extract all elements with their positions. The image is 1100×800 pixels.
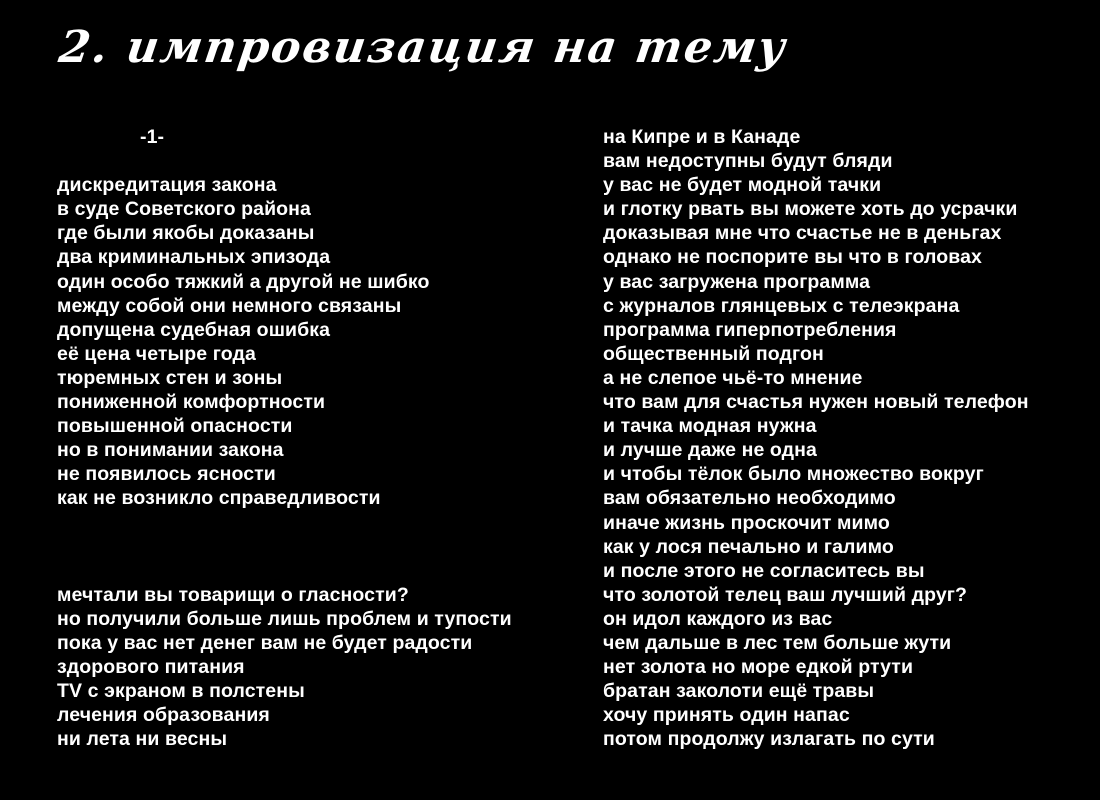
lyric-line: доказывая мне что счастье не в деньгах xyxy=(603,222,1002,245)
stanza-1 xyxy=(57,173,512,510)
section-marker: -1- xyxy=(140,126,165,148)
lyric-line: хочу принять один напас xyxy=(603,704,850,727)
lyric-line: лечения образования xyxy=(57,704,270,727)
stanza-2 xyxy=(57,583,512,752)
lyric-line: между собой они немного связаны xyxy=(57,294,402,317)
lyric-line: и тачка модная нужна xyxy=(603,415,817,438)
lyric-line: на Кипре и в Канаде xyxy=(603,126,801,148)
lyric-line: как у лося печально и галимо xyxy=(603,535,894,558)
lyric-line: TV с экраном в полстены xyxy=(57,680,305,703)
lyric-line: и лучше даже не одна xyxy=(603,439,817,462)
lyric-line: с журналов глянцевых с телеэкрана xyxy=(603,294,960,317)
lyric-line: он идол каждого из вас xyxy=(603,607,833,630)
lyric-line: как не возникло справедливости xyxy=(57,487,381,510)
lyric-line: общественный подгон xyxy=(603,342,824,365)
lyric-line: вам обязательно необходимо xyxy=(603,487,896,510)
lyric-line: и чтобы тёлок было множество вокруг xyxy=(603,463,984,486)
lyric-line: где были якобы доказаны xyxy=(57,222,315,245)
lyric-line: но получили больше лишь проблем и тупости xyxy=(57,607,512,630)
lyric-line: что золотой телец ваш лучший друг? xyxy=(603,583,968,606)
right-column xyxy=(603,125,1029,751)
lyric-line: в суде Советского района xyxy=(57,198,311,221)
lyric-line: два криминальных эпизода xyxy=(57,246,331,269)
lyric-line: вам недоступны будут бляди xyxy=(603,150,893,173)
lyric-line: пониженной комфортности xyxy=(57,391,326,414)
lyric-line: дискредитация закона xyxy=(57,174,277,197)
lyric-line: и глотку рвать вы можете хоть до усрачки xyxy=(603,198,1018,221)
lyric-line: ни лета ни весны xyxy=(57,728,228,751)
lyric-line: тюремных стен и зоны xyxy=(57,366,283,389)
lyric-line: и после этого не согласитесь вы xyxy=(603,559,925,582)
lyric-line: допущена судебная ошибка xyxy=(57,318,331,341)
lyric-line: потом продолжу излагать по сути xyxy=(603,728,935,751)
stanza-gap xyxy=(57,511,512,583)
stanza-gap xyxy=(57,149,512,173)
lyric-line: мечтали вы товарищи о гласности? xyxy=(57,583,409,606)
lyric-line: что вам для счастья нужен новый телефон xyxy=(603,391,1029,414)
stanza-3 xyxy=(603,125,1029,751)
lyric-line: нет золота но море едкой ртути xyxy=(603,656,914,679)
lyric-line: один особо тяжкий а другой не шибко xyxy=(57,270,430,293)
lyric-line: у вас не будет модной тачки xyxy=(603,174,882,197)
lyric-line: а не слепое чьё-то мнение xyxy=(603,366,863,389)
lyric-line: программа гиперпотребления xyxy=(603,318,897,341)
lyric-line: однако не поспорите вы что в головах xyxy=(603,246,982,269)
lyric-line: здорового питания xyxy=(57,656,245,679)
lyric-line: иначе жизнь проскочит мимо xyxy=(603,511,890,534)
left-column xyxy=(57,125,512,751)
lyric-line: пока у вас нет денег вам не будет радости xyxy=(57,631,473,654)
lyric-line: чем дальше в лес тем больше жути xyxy=(603,631,952,654)
lyric-line: её цена четыре года xyxy=(57,342,256,365)
lyric-line: братан заколоти ещё травы xyxy=(603,680,875,703)
page-title: 2. импровизация на тему xyxy=(56,22,791,73)
lyric-line: у вас загружена программа xyxy=(603,270,871,293)
lyric-line: но в понимании закона xyxy=(57,439,284,462)
lyric-line: не появилось ясности xyxy=(57,463,276,486)
lyric-line: повышенной опасности xyxy=(57,415,293,438)
